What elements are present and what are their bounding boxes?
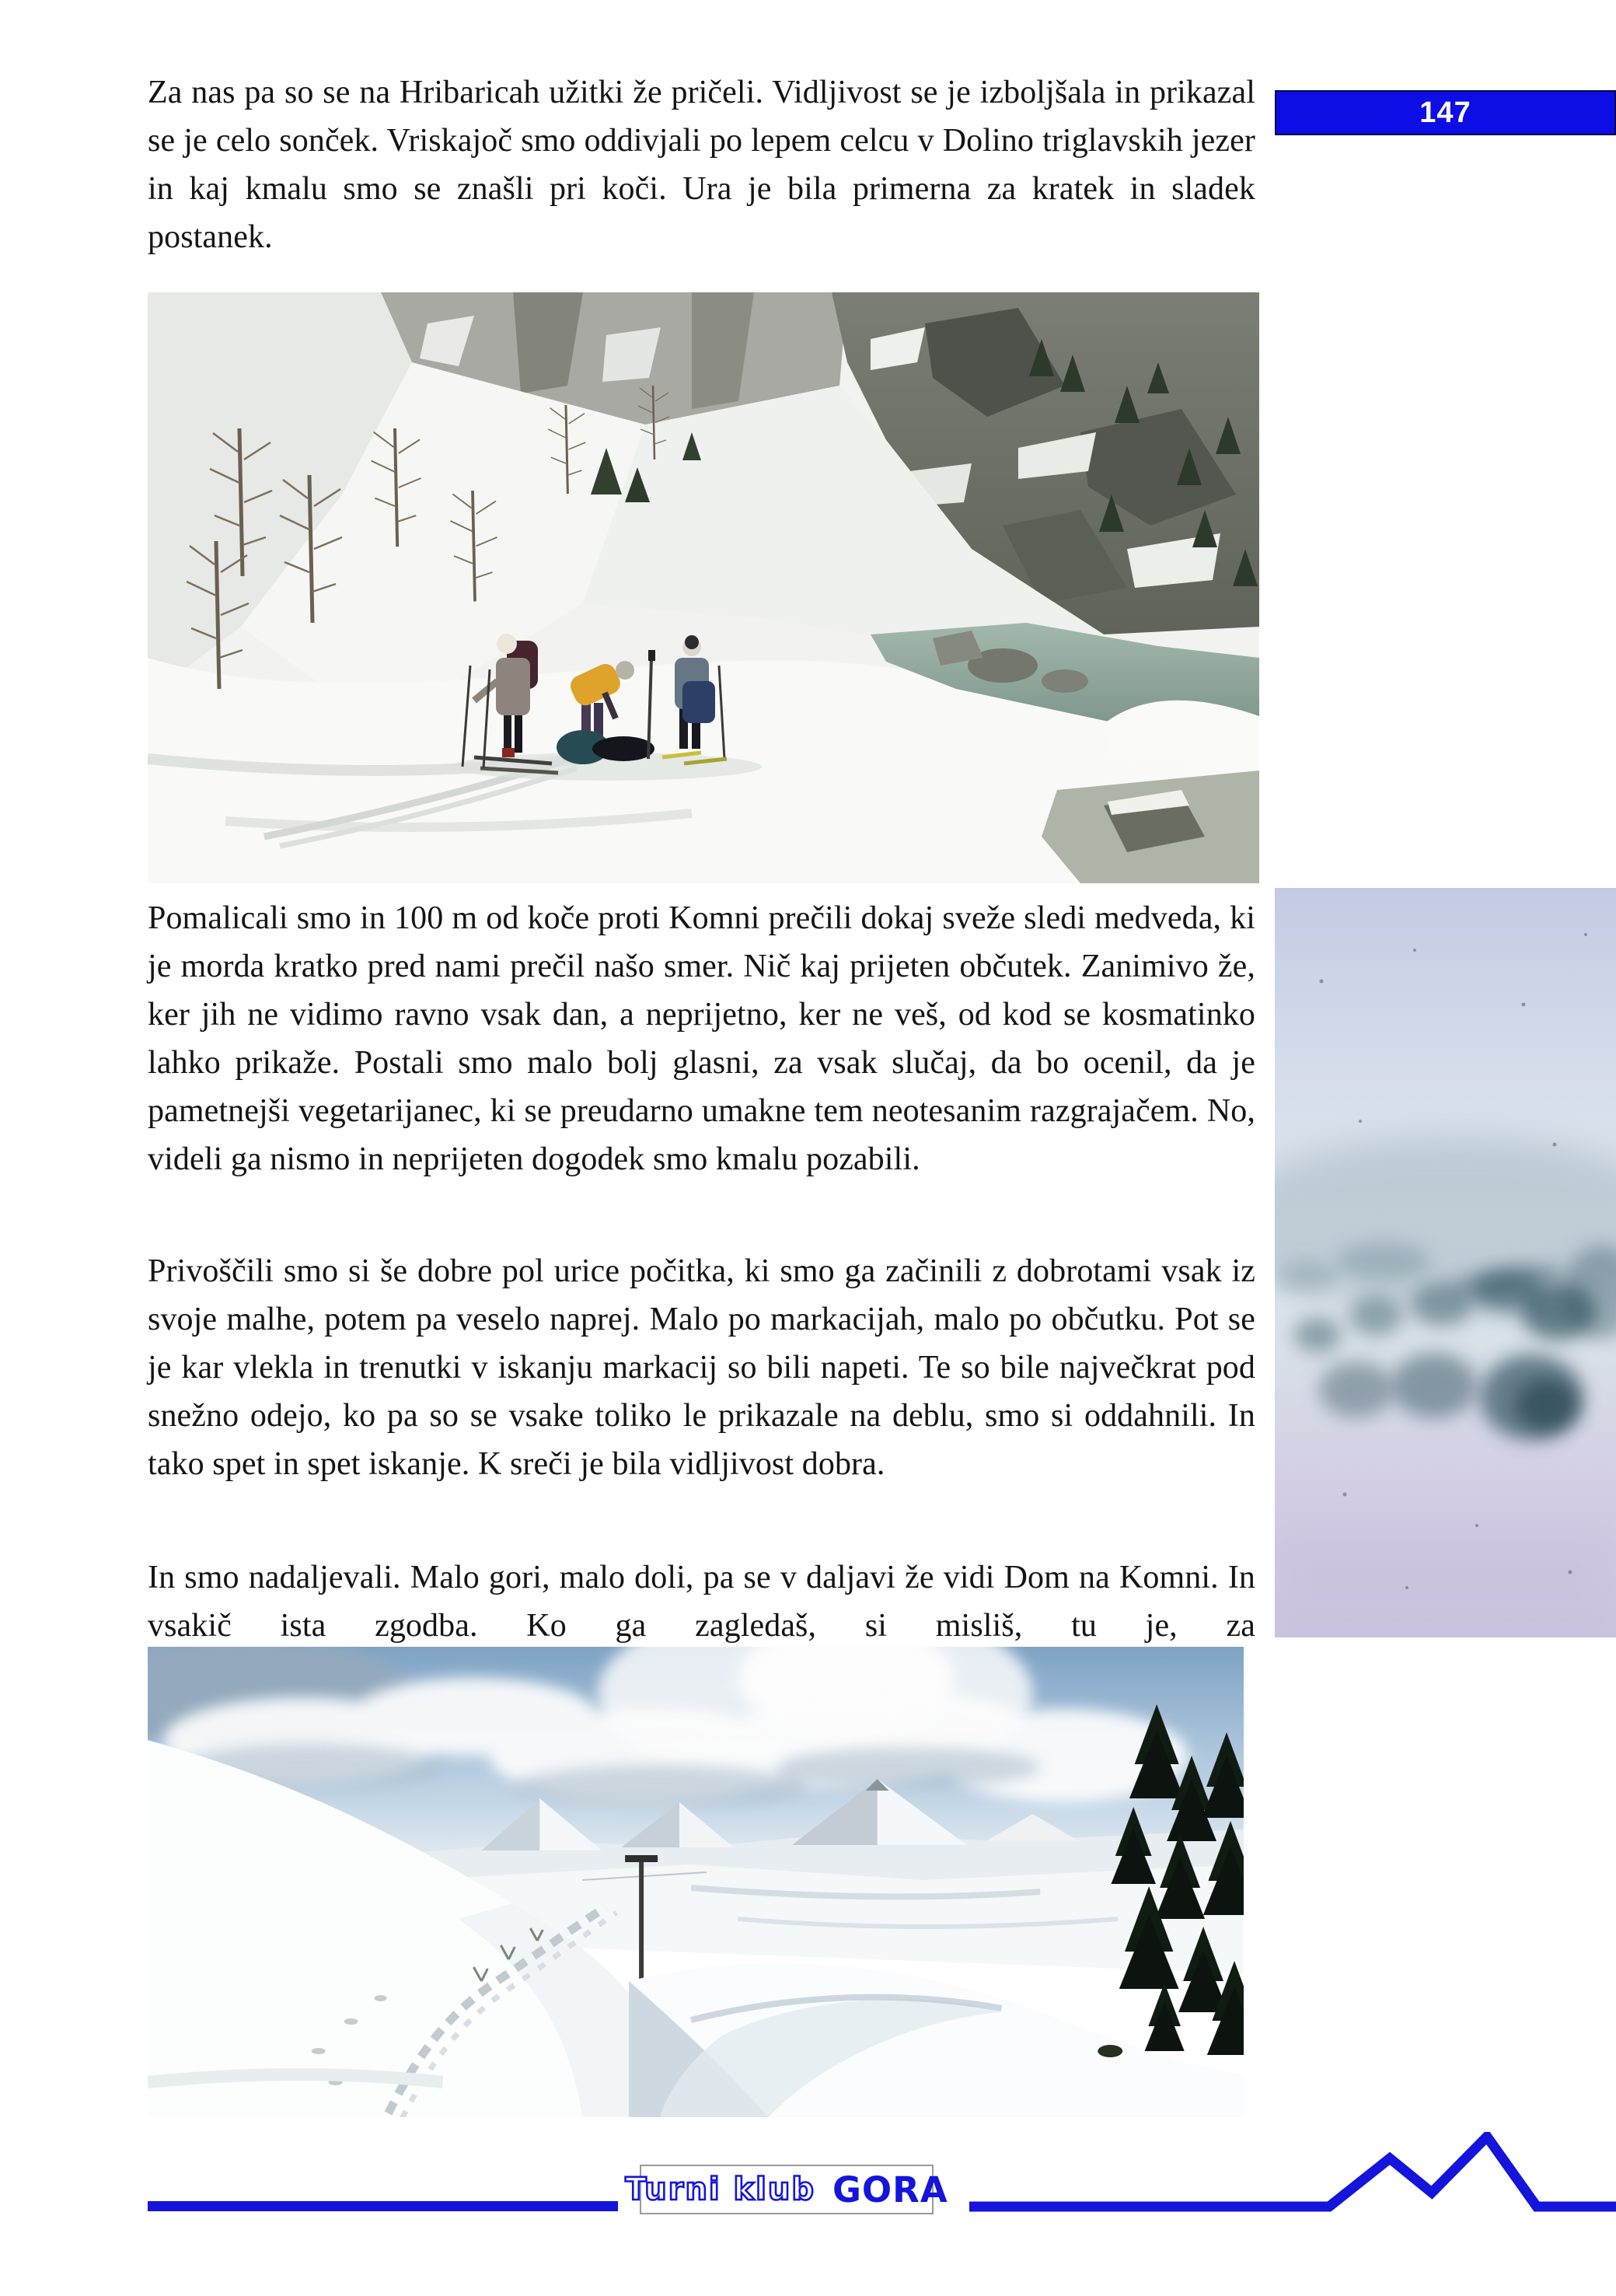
paragraph-intro: Za nas pa so se na Hribaricah užitki že pričeli. Vidljivost se je izboljšala in prikazal se je celo sonček. Vriskajoč smo oddivjali po lepem celcu v Dolino triglavskih jezer in kaj kmalu smo se znašli pri koči. Ura je bila primerna za kratek in sladek postanek. [148, 75, 1255, 255]
club-logo [625, 2165, 948, 2214]
ski-track-photo-svg [148, 1647, 1244, 2117]
photo-ski-valley [148, 292, 1259, 883]
club-name-accent-text: GORA [832, 2168, 948, 2210]
page-number-badge [1275, 90, 1616, 135]
club-name-outline-text: Turni klub [625, 2172, 815, 2207]
photo-ski-track [148, 1647, 1244, 2117]
paragraph-dom-na-komni: In smo nadaljevali. Malo gori, malo doli, pa se v daljavi že vidi Dom na Komni. In vsakič ista zgodba. Ko ga zagledaš, si misliš, tu je, za [148, 1560, 1255, 1644]
bear-paw-photo-svg [1275, 888, 1616, 1637]
ski-valley-photo-svg [148, 292, 1259, 883]
photo-bear-paw-print [1275, 888, 1616, 1637]
mountain-ridge-icon [969, 2132, 1616, 2216]
paragraph-bear-tracks: Pomalicali smo in 100 m od koče proti Komni prečili dokaj sveže sledi medveda, ki je morda kratko pred nami prečil našo smer. Nič kaj prijeten občutek. Zanimivo že, ker jih ne vidimo ravno vsak dan, a neprijetno, ker ne veš, od kod se kosmatinko lahko prikaže. Postali smo malo bolj glasni, za vsak slučaj, da bo ocenil, da je pametnejši vegetarijanec, ki se preudarno umakne tem neotesanim razgrajačem. No, videli ga nismo in neprijeten dogodek smo kmalu pozabili. [148, 900, 1255, 1177]
footer-rule-left [148, 2201, 618, 2211]
page-number: 147 [1419, 96, 1471, 129]
paragraph-rest-and-markers: Privoščili smo si še dobre pol urice počitka, ki smo ga začinili z dobrotami vsak iz svoje malhe, potem pa veselo naprej. Malo po markacijah, malo po občutku. Pot se je kar vlekla in trenutki v iskanju markacij so bili napeti. Te so bile največkrat pod snežno odejo, ko pa so se vsake toliko le prikazale na deblu, smo si oddahnili. In tako spet in spet iskanje. K sreči je bila vidljivost dobra. [148, 1253, 1255, 1482]
